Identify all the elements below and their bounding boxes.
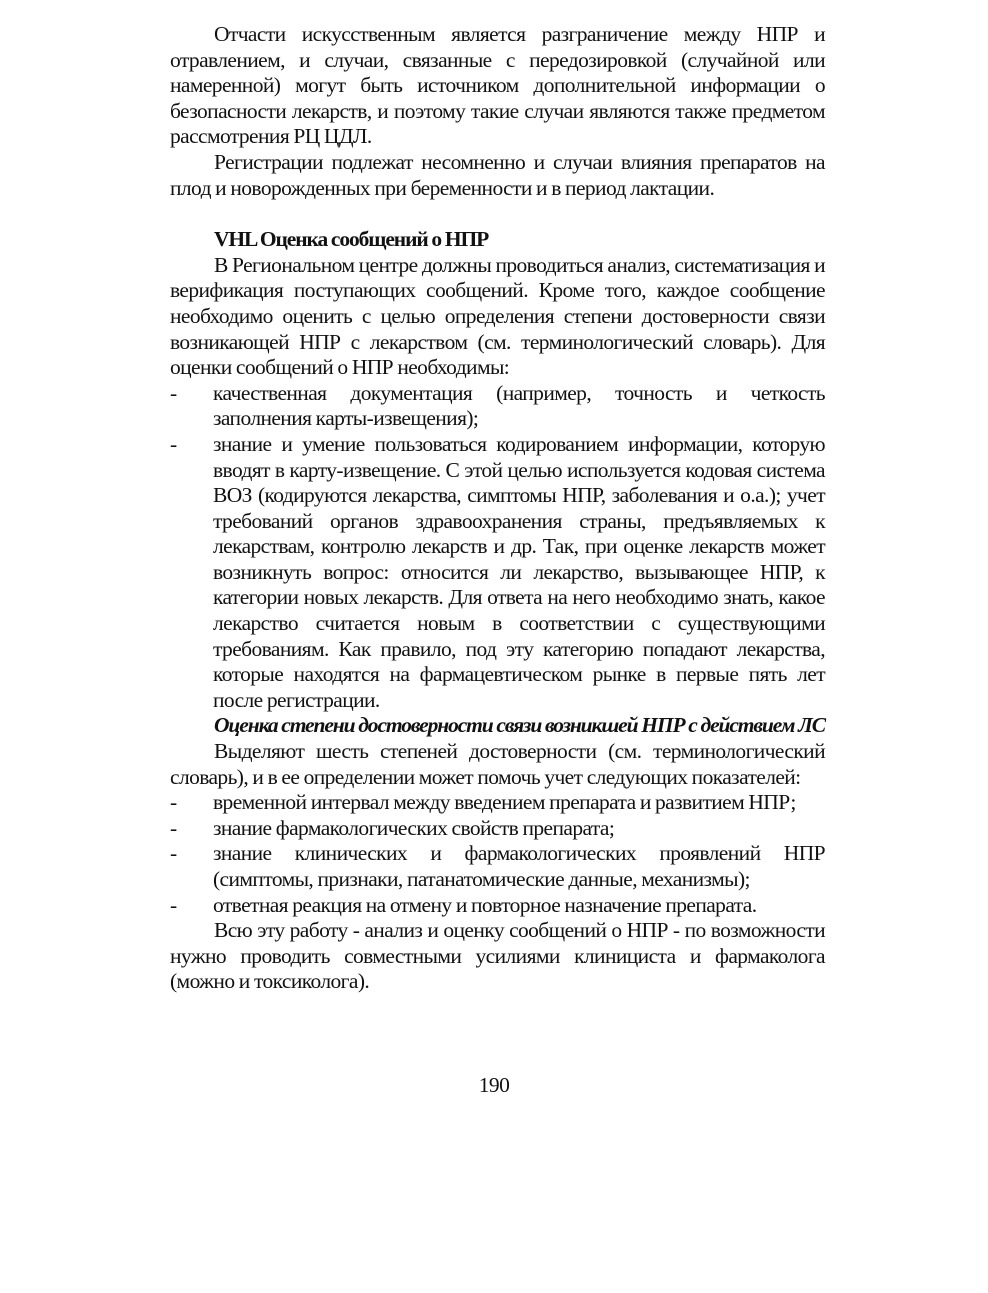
subheading: Оценка степени достоверности связи возникшей НПР с действием ЛС: [214, 713, 825, 738]
list-item-text: качественная документация (например, точность и четкость заполнения карты-извещения);: [213, 380, 825, 431]
paragraph-overdose: Отчасти искусственным является разграничение между НПР и отравлением, и случаи, связанные с передозировкой (случайной или намеренной) могут быть источником дополнительной информации о безопасности лекарств, и поэтому такие случаи являются также предметом рассмотрения РЦ ЦДЛ.: [170, 22, 825, 149]
list-item-text: знание клинических и фармакологических проявлений НПР (симптомы, признаки, патанатомические данные, механизмы);: [213, 841, 825, 891]
paragraph-joint-work: Всю эту работу - анализ и оценку сообщений о НПР - по возможности нужно проводить совместными усилиями клинициста и фармаколога (можно и токсиколога).: [170, 918, 825, 994]
section-heading: VHL Оценка сообщений о НПР: [214, 227, 489, 252]
list-item-text: ответная реакция на отмену и повторное назначение препарата.: [213, 892, 757, 917]
list-item-text: знание фармакологических свойств препарата;: [213, 815, 615, 840]
list-item: [170, 816, 825, 842]
list-item: [170, 841, 825, 892]
list-dash: -: [170, 892, 177, 917]
list-item: [170, 790, 825, 816]
paragraph-regional-center: В Региональном центре должны проводиться анализ, систематизация и верификация поступающих сообщений. Кроме того, каждое сообщение необходимо оценить с целью определения степени достоверности связи возникающей НПР с лекарством (см. терминологический словарь). Для оценки сообщений о НПР необходимы:: [170, 252, 825, 380]
list-dash: -: [170, 380, 177, 405]
page-body: [170, 22, 825, 995]
list-item-text: временной интервал между введением препарата и развитием НПР;: [213, 790, 796, 815]
list-item-text: знание и умение пользоваться кодированием информации, которую вводят в карту-извещение. С этой целью используется кодовая система ВОЗ (кодируются лекарства, симптомы НПР, заболевания и о.а.); учет требований органов здравоохранения страны, предъявляемых к лекарствам, контролю лекарств и др. Так, при оценке лекарств может возникнуть вопрос: относится ли лекарство, вызывающее НПР, к категории новых лекарств. Для ответа на него необходимо знать, какое лекарство считается новым в соответствии с существующими требованиям. Как правило, под эту категорию попадают лекарства, которые находятся на фармацевтическом рынке в первые пять лет после регистрации.: [213, 431, 825, 712]
list-item: [170, 381, 825, 432]
list-dash: -: [170, 790, 177, 815]
list-dash: -: [170, 815, 177, 840]
page-number: 190: [478, 1073, 510, 1097]
list-dash: -: [170, 431, 177, 456]
list-dash: -: [170, 841, 177, 866]
indicators-list: [170, 790, 825, 918]
paragraph-pregnancy: Регистрации подлежат несомненно и случаи влияния препаратов на плод и новорожденных при беременности и в период лактации.: [170, 149, 825, 200]
list-item: [170, 432, 825, 714]
requirements-list: [170, 381, 825, 714]
paragraph-six-degrees: Выделяют шесть степеней достоверности (см. терминологический словарь), и в ее определении может помочь учет следующих показателей:: [170, 739, 825, 789]
section-spacer: [170, 201, 825, 227]
list-item: [170, 893, 825, 919]
